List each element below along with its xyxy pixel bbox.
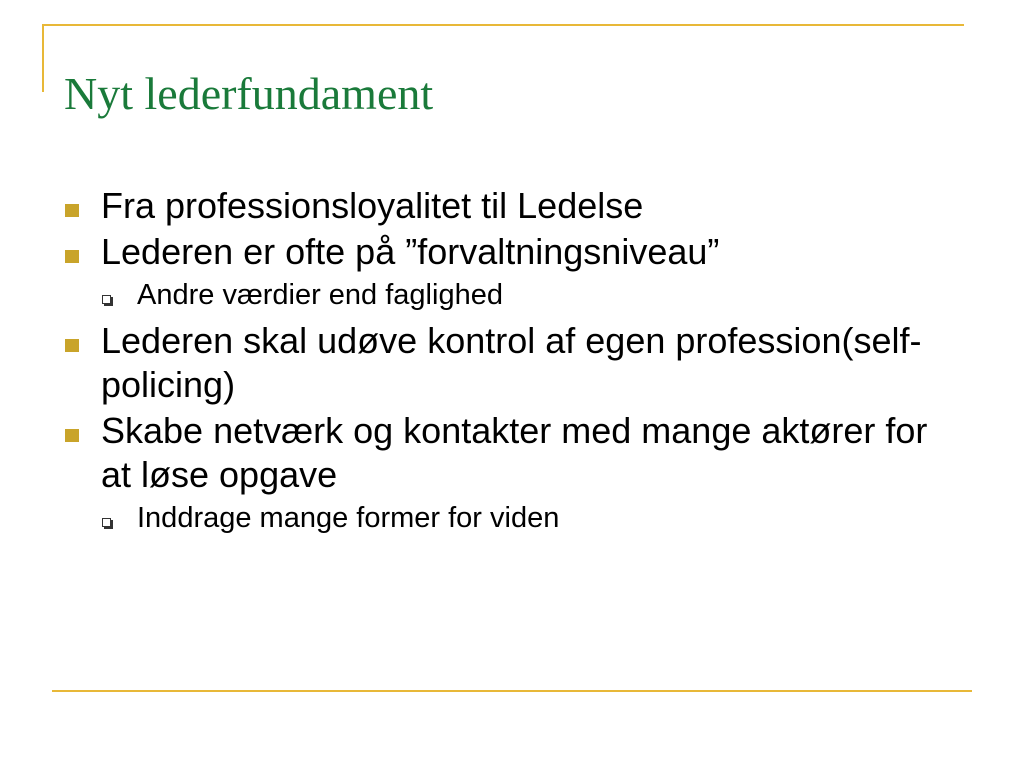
bullet-text: Fra professionsloyalitet til Ledelse [101, 185, 644, 226]
sub-bullet-text: Andre værdier end faglighed [137, 279, 503, 311]
frame-left-rule [42, 24, 44, 92]
bullet-item [62, 409, 962, 497]
frame-top-rule [42, 24, 964, 26]
bullet-item [62, 184, 962, 228]
sub-bullet-item [62, 276, 962, 314]
bottom-rule [52, 690, 972, 692]
bullet-text: Skabe netværk og kontakter med mange aktører for at løse opgave [101, 410, 928, 495]
bullet-text: Lederen skal udøve kontrol af egen profession(self-policing) [101, 320, 922, 405]
bullet-item [62, 319, 962, 407]
hollow-square-bullet-icon [102, 295, 111, 304]
bullet-list [62, 184, 962, 542]
bullet-text: Lederen er ofte på ”forvaltningsniveau” [101, 231, 720, 272]
sub-bullet-item [62, 499, 962, 537]
hollow-square-bullet-icon [102, 518, 111, 527]
filled-square-bullet-icon [65, 429, 79, 442]
filled-square-bullet-icon [65, 339, 79, 352]
filled-square-bullet-icon [65, 204, 79, 217]
filled-square-bullet-icon [65, 250, 79, 263]
slide-title: Nyt lederfundament [64, 68, 434, 119]
sub-bullet-text: Inddrage mange former for viden [137, 502, 560, 534]
bullet-item [62, 230, 962, 274]
